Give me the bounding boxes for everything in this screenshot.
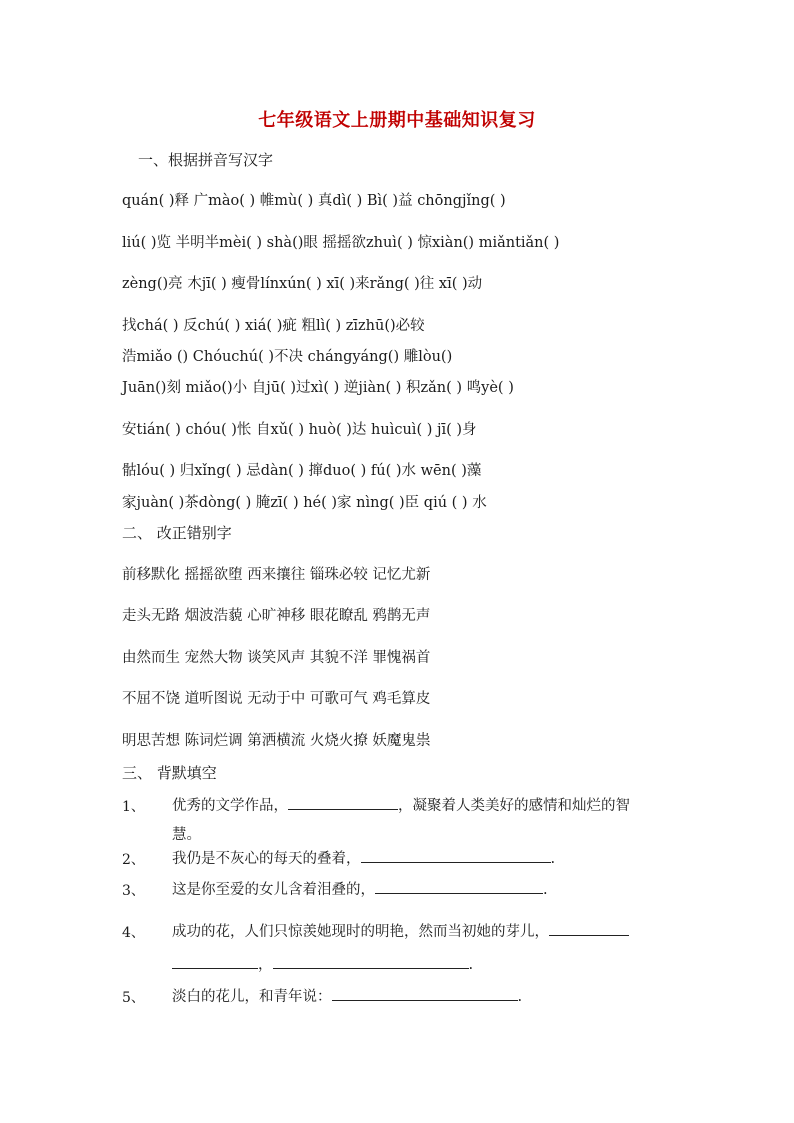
answer-blank[interactable] <box>361 847 551 863</box>
fill-item-4-cont <box>172 953 473 974</box>
fill-item-1 <box>172 794 630 815</box>
item-end: . <box>468 957 474 973</box>
pinyin-line: 浩miǎo () Chóuchú( )不决 chángyáng() 雕lòu() <box>122 349 453 365</box>
word-row: 不屈不饶 道听图说 无动于中 可歌可气 鸡毛算皮 <box>122 691 431 707</box>
item-text: 优秀的文学作品， <box>172 798 288 814</box>
pinyin-line: liú( )览 半明半mèi( ) shà()眼 摇摇欲zhuì( ) 惊xiàn() miǎntiǎn( ) <box>122 235 560 251</box>
fill-item-4 <box>172 920 629 941</box>
answer-blank[interactable] <box>549 920 629 936</box>
fill-item-5 <box>172 985 522 1006</box>
section1-heading: 一、根据拼音写汉字 <box>138 151 274 169</box>
item-number: 5、 <box>122 990 145 1006</box>
section3-heading: 三、 背默填空 <box>122 764 217 782</box>
pinyin-line: quán( )释 广mào( ) 帷mù( ) 真dì( ) Bì( )益 chōngjǐng( ) <box>122 193 506 209</box>
item-number: 3、 <box>122 883 145 899</box>
answer-blank[interactable] <box>375 878 543 894</box>
item-sep: ， <box>258 957 273 973</box>
item-end: . <box>543 882 548 898</box>
item-continuation: 慧。 <box>172 827 201 843</box>
pinyin-line: Juān()刻 miǎo()小 自jū( )过xì( ) 逆jiàn( ) 积zǎn( ) 鸣yè( ) <box>122 380 514 396</box>
pinyin-line: zèng()亮 木jī( ) 瘦骨línxún( ) xī( )来rǎng( )往 xī( )动 <box>122 276 483 292</box>
pinyin-line: 家juàn( )茶dòng( ) 腌zī( ) hé( )家 nìng( )臣 qiú ( ) 水 <box>122 495 487 511</box>
item-number: 4、 <box>122 925 145 941</box>
item-number: 2、 <box>122 852 145 868</box>
pinyin-line: 安tián( ) chóu( )怅 自xǔ( ) huò( )达 huìcuì( ) jī( )身 <box>122 422 477 438</box>
word-row: 明思苦想 陈词烂调 第洒横流 火烧火撩 妖魔鬼祟 <box>122 733 431 749</box>
word-row: 走头无路 烟波浩藐 心旷神移 眼花瞭乱 鸦鹊无声 <box>122 608 431 624</box>
item-end: . <box>550 851 556 867</box>
item-text: 我仍是不灰心的每天的叠着， <box>172 851 361 867</box>
answer-blank[interactable] <box>273 953 469 969</box>
word-row: 由然而生 宠然大物 谈笑风声 其貌不洋 罪愧祸首 <box>122 650 431 666</box>
item-text: 淡白的花儿，和青年说： <box>172 989 332 1005</box>
item-text: 这是你至爱的女儿含着泪叠的， <box>172 882 375 898</box>
item-number: 1、 <box>122 799 145 815</box>
pinyin-line: 找chá( ) 反chú( ) xiá( )疵 粗lì( ) zīzhū()必较 <box>122 318 425 334</box>
fill-item-3 <box>172 878 548 899</box>
page-title: 七年级语文上册期中基础知识复习 <box>258 110 536 131</box>
answer-blank[interactable] <box>172 953 258 969</box>
answer-blank[interactable] <box>332 985 518 1001</box>
answer-blank[interactable] <box>288 794 398 810</box>
fill-item-2 <box>172 847 555 868</box>
item-text: ，凝聚着人类美好的感情和灿烂的智 <box>398 798 630 814</box>
item-text: 成功的花，人们只惊羡她现时的明艳，然而当初她的芽儿， <box>172 924 549 940</box>
item-end: . <box>517 989 523 1005</box>
section2-heading: 二、 改正错别字 <box>122 524 232 542</box>
word-row: 前移默化 摇摇欲堕 西来攘往 锱珠必较 记忆尤新 <box>122 567 431 583</box>
pinyin-line: 骷lóu( ) 归xǐng( ) 忌dàn( ) 撺duo( ) fú( )水 wēn( )藻 <box>122 463 482 479</box>
